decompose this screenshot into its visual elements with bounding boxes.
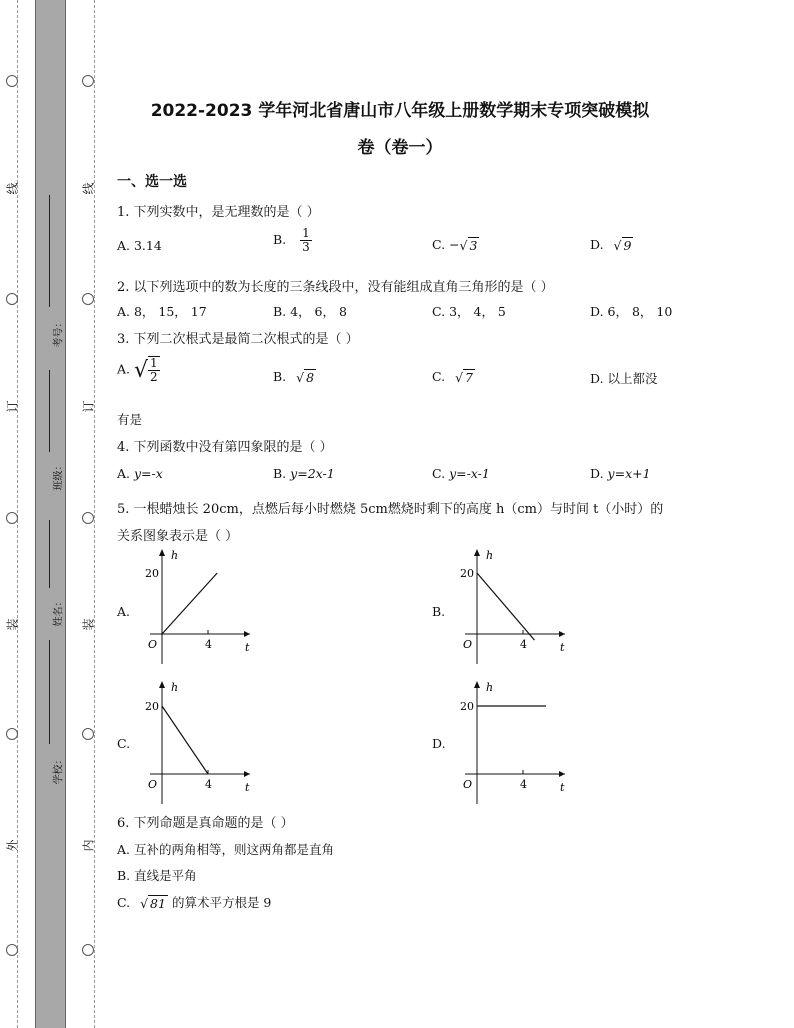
t-axis-arrow bbox=[559, 631, 565, 637]
radicand: 8 bbox=[306, 370, 315, 385]
question-1-stem: 1. 下列实数中，是无理数的是（ ） bbox=[117, 205, 320, 220]
origin-label: O bbox=[148, 638, 158, 651]
denominator: 2 bbox=[150, 370, 158, 384]
graph-b[interactable] bbox=[445, 545, 575, 665]
q1-option-c[interactable] bbox=[432, 237, 479, 253]
side-mark-zhuang-inner: 装 bbox=[81, 618, 96, 631]
option-letter: D. bbox=[590, 466, 604, 481]
q1-option-a[interactable]: A. 3.14 bbox=[117, 238, 162, 253]
radical: √ 9 bbox=[613, 238, 632, 253]
t-axis-arrow bbox=[559, 771, 565, 777]
class-underline bbox=[49, 370, 50, 452]
binding-hole bbox=[82, 293, 94, 305]
exam-number-underline bbox=[49, 195, 50, 307]
q2-option-b[interactable]: B. 4， 6， 8 bbox=[273, 304, 347, 319]
section-heading: 一、选一选 bbox=[117, 174, 187, 190]
h-axis-label: h bbox=[486, 549, 494, 562]
q2-option-d[interactable]: D. 6， 8， 10 bbox=[590, 304, 673, 319]
q5-option-a-label[interactable]: A. bbox=[117, 604, 131, 619]
q4-option-b[interactable] bbox=[273, 466, 335, 481]
option-letter: B. bbox=[273, 369, 287, 384]
question-5-stem-line1: 5. 一根蜡烛长 20cm，点燃后每小时燃烧 5cm燃烧时剩下的高度 h（cm）与时间 t（小时）的 bbox=[117, 502, 664, 517]
h-axis-label: h bbox=[171, 681, 179, 694]
graph-a[interactable] bbox=[130, 545, 260, 665]
x-tick-label: 4 bbox=[205, 638, 212, 651]
school-underline bbox=[49, 640, 50, 744]
side-mark-xian-inner: 线 bbox=[81, 182, 96, 195]
origin-label: O bbox=[463, 638, 473, 651]
side-mark-xian: 线 bbox=[5, 182, 20, 195]
x-tick-label: 4 bbox=[520, 778, 527, 791]
t-axis-label: t bbox=[245, 641, 250, 654]
h-axis-arrow bbox=[159, 681, 165, 688]
q2-option-a[interactable]: A. 8， 15， 17 bbox=[117, 304, 207, 319]
option-letter: D. bbox=[590, 237, 604, 252]
q1-option-d[interactable] bbox=[590, 237, 633, 253]
binding-hole bbox=[82, 728, 94, 740]
q3-option-a[interactable] bbox=[117, 356, 160, 384]
name-label: 姓名： bbox=[53, 596, 65, 627]
radical: √ 8 bbox=[296, 370, 315, 385]
radicand: 7 bbox=[465, 370, 473, 385]
binding-strip bbox=[35, 0, 66, 1028]
q4-option-c[interactable] bbox=[432, 466, 490, 481]
q3-option-c[interactable] bbox=[432, 369, 475, 385]
binding-hole bbox=[6, 512, 18, 524]
fraction bbox=[300, 227, 312, 254]
t-axis-label: t bbox=[560, 781, 565, 794]
class-label: 班级： bbox=[53, 460, 65, 491]
q5-option-c-label[interactable]: C. bbox=[117, 736, 131, 751]
function-expression: y=-x-1 bbox=[449, 466, 490, 481]
side-mark-ding: 订 bbox=[5, 400, 20, 413]
t-axis-arrow bbox=[244, 631, 250, 637]
question-5-stem-line2: 关系图象表示是（ ） bbox=[117, 529, 239, 544]
binding-hole bbox=[6, 944, 18, 956]
q5-option-d-label[interactable]: D. bbox=[432, 736, 446, 751]
radical: √ 7 bbox=[455, 370, 473, 385]
y-tick-label: 20 bbox=[460, 567, 474, 580]
t-axis-arrow bbox=[244, 771, 250, 777]
y-tick-label: 20 bbox=[145, 567, 159, 580]
x-tick-label: 4 bbox=[205, 778, 212, 791]
binding-hole bbox=[6, 293, 18, 305]
t-axis-label: t bbox=[560, 641, 565, 654]
option-letter: C. bbox=[432, 369, 446, 384]
q6-option-a[interactable]: A. 互补的两角相等，则这两角都是直角 bbox=[117, 842, 334, 857]
numerator: 1 bbox=[302, 226, 310, 240]
y-tick-label: 20 bbox=[145, 700, 159, 713]
binding-hole bbox=[82, 512, 94, 524]
q4-option-a[interactable] bbox=[117, 466, 163, 481]
graph-line bbox=[477, 573, 535, 640]
radical: √ 3 bbox=[459, 238, 478, 253]
exam-title-line1: 2022-2023 学年河北省唐山市八年级上册数学期末专项突破模拟 bbox=[150, 101, 650, 121]
q1-option-b[interactable] bbox=[273, 227, 312, 254]
graph-line bbox=[162, 706, 208, 774]
fraction bbox=[148, 356, 160, 384]
side-mark-wai: 外 bbox=[5, 839, 20, 852]
function-expression: y=-x bbox=[134, 466, 163, 481]
option-letter: A. bbox=[117, 466, 131, 481]
question-2-stem: 2. 以下列选项中的数为长度的三条线段中，没有能组成直角三角形的是（ ） bbox=[117, 280, 554, 295]
radicand: 3 bbox=[469, 238, 478, 253]
exam-number-label: 考号： bbox=[53, 317, 65, 348]
y-tick-label: 20 bbox=[460, 700, 474, 713]
side-mark-ding-inner: 订 bbox=[81, 400, 96, 413]
cut-line-inner bbox=[94, 0, 95, 1028]
h-axis-arrow bbox=[474, 549, 480, 556]
question-3-stem: 3. 下列二次根式是最简二次根式的是（ ） bbox=[117, 332, 359, 347]
option-text: 的算术平方根是 9 bbox=[171, 895, 272, 910]
side-mark-nei: 内 bbox=[81, 839, 96, 852]
name-field[interactable] bbox=[36, 520, 65, 630]
option-letter: B. bbox=[273, 466, 287, 481]
binding-hole bbox=[82, 75, 94, 87]
h-axis-label: h bbox=[171, 549, 179, 562]
question-4-stem: 4. 下列函数中没有第四象限的是（ ） bbox=[117, 440, 333, 455]
school-label: 学校： bbox=[53, 754, 65, 785]
h-axis-arrow bbox=[159, 549, 165, 556]
q3-option-b[interactable] bbox=[273, 369, 316, 385]
numerator: 1 bbox=[150, 356, 158, 370]
denominator: 3 bbox=[302, 240, 310, 254]
origin-label: O bbox=[148, 778, 158, 791]
option-letter: C. − bbox=[432, 237, 460, 252]
q5-option-b-label[interactable]: B. bbox=[432, 604, 446, 619]
school-field[interactable] bbox=[36, 640, 65, 790]
radical: √ 81 bbox=[140, 896, 166, 911]
x-tick-label: 4 bbox=[520, 638, 527, 651]
side-mark-zhuang: 装 bbox=[5, 618, 20, 631]
binding-hole bbox=[6, 75, 18, 87]
exam-title-line2: 卷（卷一） bbox=[357, 138, 443, 158]
radicand: 9 bbox=[623, 238, 632, 253]
q4-option-d[interactable] bbox=[590, 466, 651, 481]
h-axis-label: h bbox=[486, 681, 494, 694]
origin-label: O bbox=[463, 778, 473, 791]
binding-hole bbox=[82, 944, 94, 956]
radical: √ bbox=[134, 357, 149, 383]
binding-hole bbox=[6, 728, 18, 740]
t-axis-label: t bbox=[245, 781, 250, 794]
q2-option-c[interactable]: C. 3， 4， 5 bbox=[432, 304, 506, 319]
name-underline bbox=[49, 520, 50, 588]
h-axis-arrow bbox=[474, 681, 480, 688]
question-6-stem: 6. 下列命题是真命题的是（ ） bbox=[117, 816, 294, 831]
option-letter: B. bbox=[273, 232, 287, 247]
exam-number-field[interactable] bbox=[36, 195, 65, 348]
graph-line bbox=[162, 573, 217, 634]
graph-d[interactable] bbox=[445, 677, 575, 807]
q6-option-c[interactable] bbox=[117, 893, 271, 911]
option-letter: A. bbox=[117, 361, 131, 377]
radicand: 81 bbox=[150, 896, 166, 911]
option-letter: C. bbox=[432, 466, 446, 481]
q6-option-b[interactable]: B. 直线是平角 bbox=[117, 868, 197, 883]
q3-option-d-continued: 有是 bbox=[117, 412, 143, 427]
class-field[interactable] bbox=[36, 370, 65, 491]
q3-option-d[interactable]: D. 以上都没 bbox=[590, 371, 658, 386]
function-expression: y=2x-1 bbox=[290, 466, 335, 481]
option-letter: C. bbox=[117, 895, 131, 910]
graph-c[interactable] bbox=[130, 677, 260, 807]
function-expression: y=x+1 bbox=[607, 466, 651, 481]
